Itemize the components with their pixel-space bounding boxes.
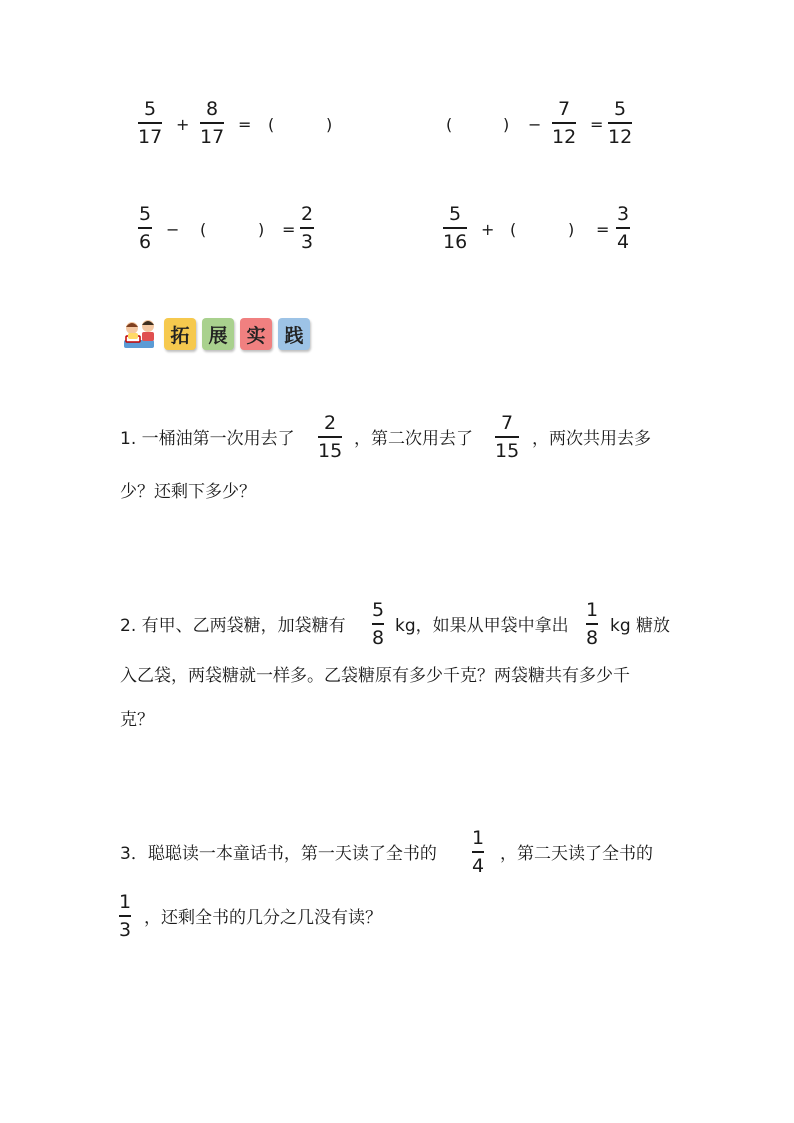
q3-text-part1: 3．聪聪读一本童话书，第一天读了全书的: [120, 844, 437, 864]
badge-zhan: 展: [202, 318, 234, 350]
eq1-answer-blank-close[interactable]: ): [326, 115, 333, 134]
q1-text-part3: ，两次共用去多: [532, 429, 651, 449]
eq4-answer-blank-open[interactable]: (: [510, 220, 517, 239]
eq4-equals: =: [596, 220, 610, 239]
eq2-answer-blank-open[interactable]: (: [446, 115, 453, 134]
eq3-answer-blank-close[interactable]: ): [258, 220, 265, 239]
eq3-equals: =: [282, 220, 296, 239]
q2-fraction-2: 1 8: [586, 599, 599, 649]
eq4-fraction-a: 5 16: [443, 203, 468, 253]
q2-text-line3: 克？: [120, 710, 154, 730]
q2-text-part3: kg 糖放: [610, 616, 671, 636]
eq1-equals: =: [238, 115, 252, 134]
reading-kids-icon: [122, 316, 158, 352]
q2-text-part2: kg，如果从甲袋中拿出: [395, 616, 569, 636]
q2-text-part1: 2. 有甲、乙两袋糖，加袋糖有: [120, 616, 346, 636]
q1-fraction-1: 2 15: [318, 412, 343, 462]
eq3-fraction-a: 5 6: [139, 203, 152, 253]
q1-fraction-2: 7 15: [495, 412, 520, 462]
eq4-fraction-b: 3 4: [617, 203, 630, 253]
eq1-operator: +: [176, 115, 190, 134]
eq2-answer-blank-close[interactable]: ): [503, 115, 510, 134]
eq1-fraction-a: 5 17: [138, 98, 163, 148]
q3-fraction-2: 1 3: [119, 891, 132, 941]
q3-text-part3: ，还剩全书的几分之几没有读？: [144, 908, 382, 928]
q1-text-part2: ，第二次用去了: [354, 429, 473, 449]
section-header-extension-practice: [122, 316, 316, 352]
q1-text-part1: 1. 一桶油第一次用去了: [120, 429, 295, 449]
badge-jian: 践: [278, 318, 310, 350]
eq3-fraction-b: 2 3: [301, 203, 314, 253]
eq1-fraction-b: 8 17: [200, 98, 225, 148]
q3-fraction-1: 1 4: [472, 827, 485, 877]
badge-shi: 实: [240, 318, 272, 350]
q1-text-line2: 少？还剩下多少？: [120, 482, 256, 502]
eq4-answer-blank-close[interactable]: ): [568, 220, 575, 239]
eq2-equals: =: [590, 115, 604, 134]
eq2-fraction-b: 5 12: [608, 98, 633, 148]
q3-text-part2: ，第二天读了全书的: [500, 844, 653, 864]
eq4-operator: +: [481, 220, 495, 239]
eq2-operator: −: [528, 115, 542, 134]
eq3-answer-blank-open[interactable]: (: [200, 220, 207, 239]
eq1-answer-blank-open[interactable]: (: [268, 115, 275, 134]
q2-text-line2: 入乙袋，两袋糖就一样多。乙袋糖原有多少千克？两袋糖共有多少千: [120, 666, 630, 686]
badge-tuo: 拓: [164, 318, 196, 350]
q2-fraction-1: 5 8: [372, 599, 385, 649]
eq3-operator: −: [166, 220, 180, 239]
eq2-fraction-a: 7 12: [552, 98, 577, 148]
